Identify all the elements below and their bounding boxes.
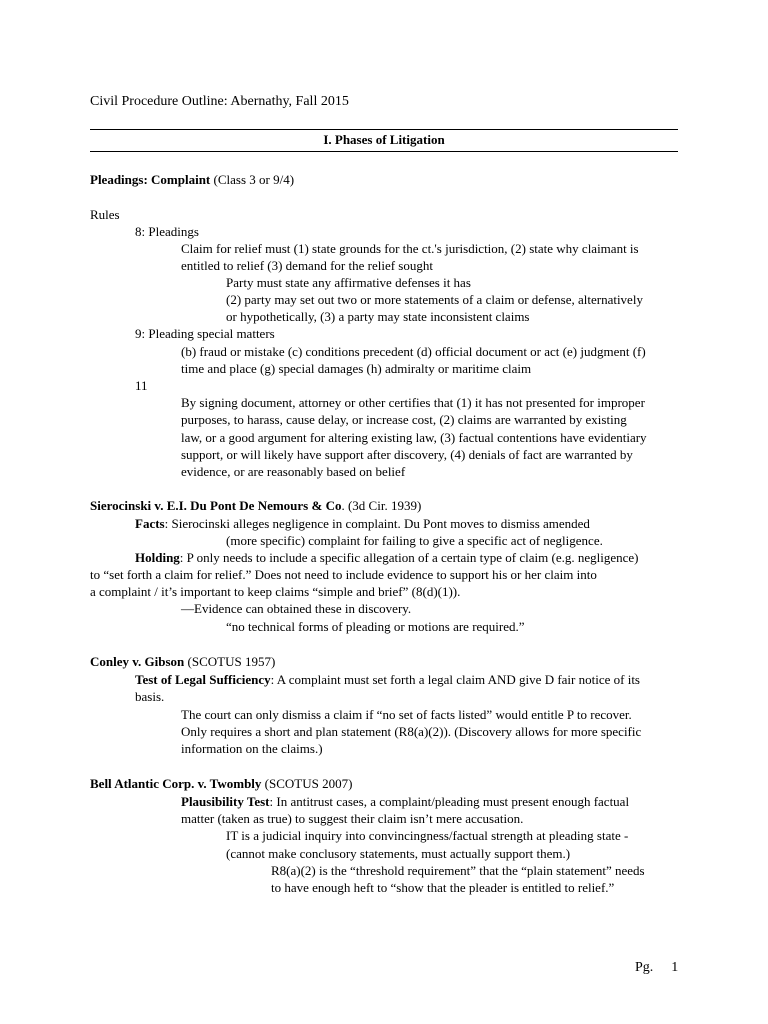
case-cite: . (3d Cir. 1939) bbox=[341, 498, 422, 513]
test-continuation: matter (taken as true) to suggest their claim isn’t mere accusation. bbox=[181, 811, 524, 826]
test-text: : A complaint must set forth a legal claim AND give D fair notice of its bbox=[270, 672, 640, 687]
test-label: Plausibility Test bbox=[181, 794, 270, 809]
holding-continuation: to “set forth a claim for relief.” Does not need to include evidence to support his or her claim into bbox=[90, 567, 597, 582]
facts-label: Facts bbox=[135, 516, 165, 531]
rule-8-line: entitled to relief (3) demand for the relief sought bbox=[181, 258, 433, 273]
test-continuation: basis. bbox=[135, 689, 165, 704]
case-name: Sierocinski v. E.I. Du Pont De Nemours & Co bbox=[90, 498, 342, 513]
rule-11-line: support, or will likely have support after discovery, (4) denials of fact are warranted by bbox=[181, 447, 633, 462]
pleadings-label: Pleadings: Complaint bbox=[90, 172, 211, 187]
rule-8-label: 8: Pleadings bbox=[135, 224, 199, 239]
facts-line bbox=[135, 515, 590, 532]
heading-rule-bottom bbox=[90, 151, 678, 152]
inquiry-line: IT is a judicial inquiry into convincingness/factual strength at pleading state - bbox=[226, 828, 629, 843]
rule-9-line: time and place (g) special damages (h) admiralty or maritime claim bbox=[181, 361, 532, 376]
pleadings-heading bbox=[90, 171, 294, 188]
threshold-line: to have enough heft to “show that the pleader is entitled to relief.” bbox=[271, 880, 615, 895]
doc-title: Civil Procedure Outline: Abernathy, Fall 2015 bbox=[90, 94, 349, 109]
test-text: : In antitrust cases, a complaint/pleading must present enough factual bbox=[269, 794, 630, 809]
heading-rule-top bbox=[90, 129, 678, 130]
section-heading: I. Phases of Litigation bbox=[323, 132, 445, 147]
rule-11-line: By signing document, attorney or other certifies that (1) it has not presented for improper bbox=[181, 395, 645, 410]
rule-11-line: law, or a good argument for altering existing law, (3) factual contentions have evidentiary bbox=[181, 430, 647, 445]
holding-continuation: a complaint / it’s important to keep claims “simple and brief” (8(d)(1)). bbox=[90, 584, 461, 599]
rule-11-label: 11 bbox=[135, 378, 148, 393]
rule-11-line: purposes, to harass, cause delay, or increase cost, (2) claims are warranted by existing bbox=[181, 412, 627, 427]
rule-9-line: (b) fraud or mistake (c) conditions precedent (d) official document or act (e) judgment (f) bbox=[181, 344, 646, 359]
conley-line: Only requires a short and plan statement (R8(a)(2)). (Discovery allows for more specific bbox=[181, 724, 642, 739]
conley-line: information on the claims.) bbox=[181, 741, 323, 756]
case-cite: (SCOTUS 2007) bbox=[261, 776, 353, 791]
rule-8-line: Claim for relief must (1) state grounds for the ct.'s jurisdiction, (2) state why claimant is bbox=[181, 241, 639, 256]
legal-sufficiency-line bbox=[135, 671, 640, 688]
rule-11-line: evidence, or are reasonably based on belief bbox=[181, 464, 406, 479]
page-footer bbox=[635, 959, 678, 976]
rule-8-sub-line: or hypothetically, (3) a party may state inconsistent claims bbox=[226, 309, 530, 324]
inquiry-line: (cannot make conclusory statements, must actually support them.) bbox=[226, 846, 571, 861]
threshold-line: R8(a)(2) is the “threshold requirement” that the “plain statement” needs bbox=[271, 863, 645, 878]
case-sierocinski-heading bbox=[90, 497, 421, 514]
plausibility-line bbox=[181, 793, 629, 810]
page-number: 1 bbox=[671, 960, 679, 975]
case-twombly-heading bbox=[90, 775, 352, 792]
case-name: Conley v. Gibson bbox=[90, 654, 185, 669]
rules-label: Rules bbox=[90, 207, 120, 222]
holding-text: : P only needs to include a specific allegation of a certain type of claim (e.g. negligence) bbox=[179, 550, 639, 565]
pleadings-note: (Class 3 or 9/4) bbox=[210, 172, 295, 187]
case-cite: (SCOTUS 1957) bbox=[184, 654, 276, 669]
rule-8-sub-line: Party must state any affirmative defenses it has bbox=[226, 275, 471, 290]
test-label: Test of Legal Sufficiency bbox=[135, 672, 271, 687]
holding-label: Holding bbox=[135, 550, 180, 565]
quote-line: “no technical forms of pleading or motions are required.” bbox=[226, 619, 525, 634]
conley-line: The court can only dismiss a claim if “no set of facts listed” would entitle P to recover. bbox=[181, 707, 632, 722]
rule-8-sub-line: (2) party may set out two or more statements of a claim or defense, alternatively bbox=[226, 292, 643, 307]
case-conley-heading bbox=[90, 653, 275, 670]
facts-text: : Sierocinski alleges negligence in complaint. Du Pont moves to dismiss amended bbox=[164, 516, 590, 531]
case-name: Bell Atlantic Corp. v. Twombly bbox=[90, 776, 262, 791]
facts-continuation: (more specific) complaint for failing to give a specific act of negligence. bbox=[226, 533, 603, 548]
rule-9-label: 9: Pleading special matters bbox=[135, 326, 275, 341]
page-label: Pg. bbox=[635, 960, 654, 975]
evidence-note: —Evidence can obtained these in discovery. bbox=[181, 601, 412, 616]
holding-line bbox=[135, 549, 638, 566]
